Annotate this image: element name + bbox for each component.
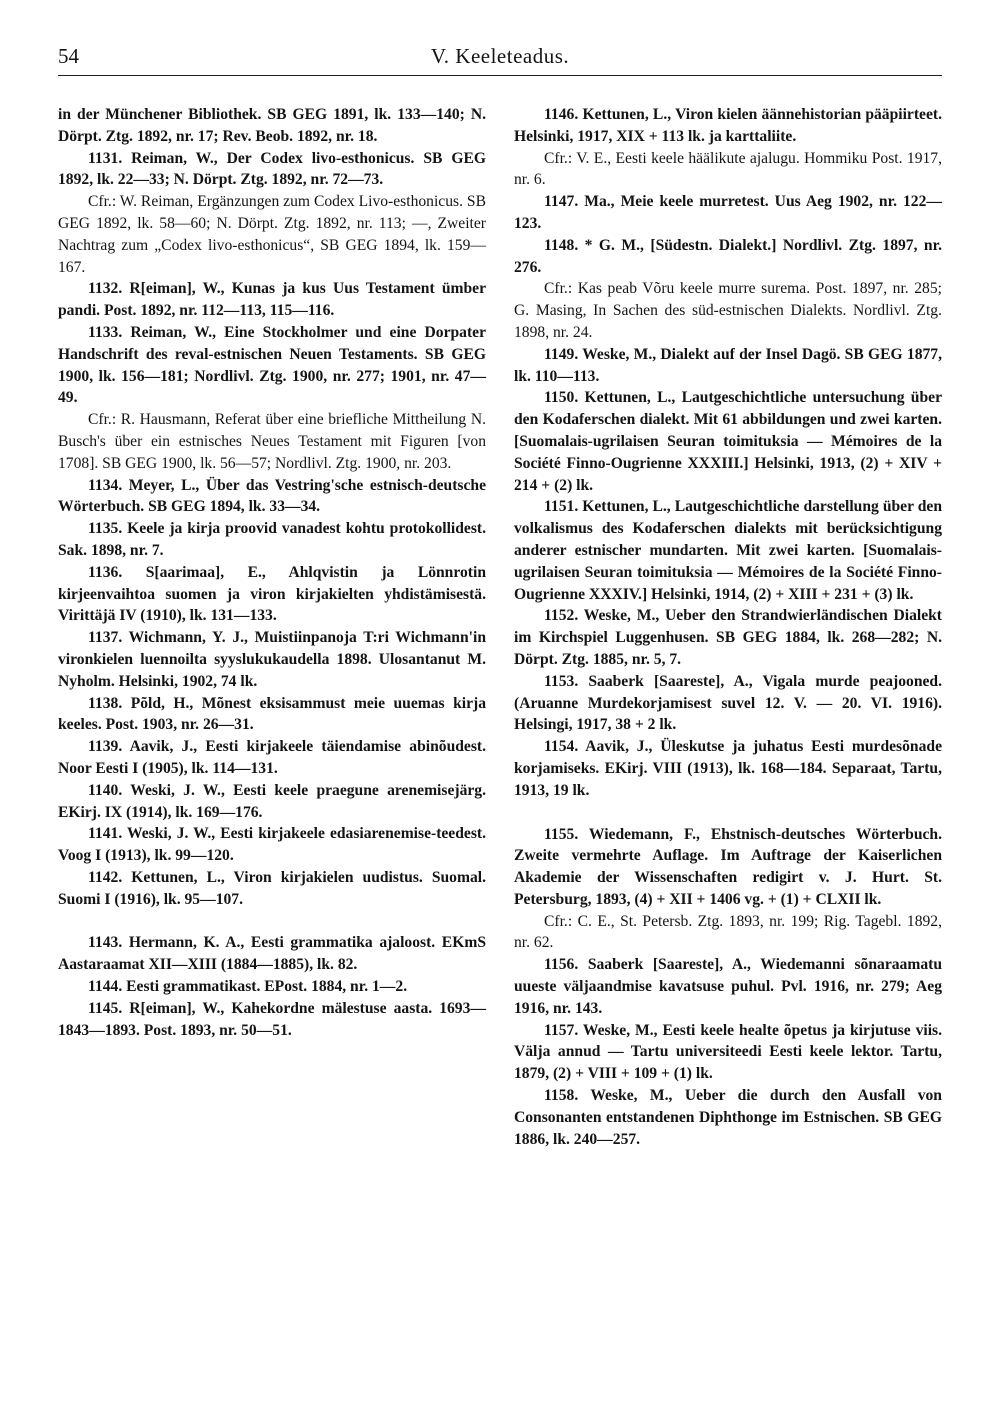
section-gap <box>514 802 942 824</box>
bibliography-entry: 1140. Weski, J. W., Eesti keele praegune arenemisejärg. EKirj. IX (1914), lk. 169—176. <box>58 781 486 821</box>
bibliography-entry: 1151. Kettunen, L., Lautgeschichtliche darstellung über den volkalismus des Kodaferschen dialekts mit berücksichtigung anderer estnischer mundarten. Mit zwei karten. [Suomalais-ugrilaisen Seuran toimituksia — Mémoires de la Société Finno-Ougrienne XXXIV.] Helsinki, 1914, (2) + XIII + 231 + (3) lk. <box>514 498 942 603</box>
header-rule <box>58 75 942 76</box>
cross-reference: Cfr.: C. E., St. Petersb. Ztg. 1893, nr. 199; Rig. Tagebl. 1892, nr. 62. <box>514 912 942 952</box>
bibliography-entry: 1157. Weske, M., Eesti keele healte õpetus ja kirjutuse viis. Välja annud — Tartu universiteedi Eesti keele lektor. Tartu, 1879, (2) + VIII + 109 + (1) lk. <box>514 1021 942 1083</box>
bibliography-entry: 1153. Saaberk [Saareste], A., Vigala murde peajooned. (Aruanne Murdekorjamisest suvel 12. V. — 20. VI. 1916). Helsingi, 1917, 38 + 2 lk. <box>514 672 942 734</box>
cross-reference: Cfr.: W. Reiman, Ergänzungen zum Codex Livo-esthonicus. SB GEG 1892, lk. 58—60; N. Dörpt. Ztg. 1892, nr. 113; —, Zweiter Nachtrag zum „Codex livo-esthonicus“, SB GEG 1894, lk. 159—167. <box>58 193 486 276</box>
bibliography-entry: 1136. S[aarimaa], E., Ahlqvistin ja Lönnrotin kirjeenvaihtoa suomen ja viron kirjakielten yhdistämisestä. Virittäjä IV (1910), lk. 131—133. <box>58 563 486 625</box>
bibliography-entry: 1156. Saaberk [Saareste], A., Wiedemanni sõnaraamatu uueste väljaandmise kavatsuse puhul. Pvl. 1916, nr. 279; Aeg 1916, nr. 143. <box>514 956 942 1017</box>
bibliography-entry: 1154. Aavik, J., Üleskutse ja juhatus Eesti murdesõnade korjamiseks. EKirj. VIII (1913), lk. 168—184. Separaat, Tartu, 1913, 19 lk. <box>514 738 942 799</box>
page-number: 54 <box>58 44 79 68</box>
bibliography-entry: 1149. Weske, M., Dialekt auf der Insel Dagö. SB GEG 1877, lk. 110—113. <box>514 345 942 385</box>
bibliography-entry: 1155. Wiedemann, F., Ehstnisch-deutsches Wörterbuch. Zweite vermehrte Auflage. Im Auftrage der Kaiserlichen Akademie der Wissenschaften redigirt v. J. Hurt. St. Petersburg, 1893, (4) + XII + 1406 vg. + (1) + CLXII lk. <box>514 825 942 908</box>
bibliography-entry: 1147. Ma., Meie keele murretest. Uus Aeg 1902, nr. 122—123. <box>514 193 942 232</box>
cross-reference: Cfr.: Kas peab Võru keele murre surema. Post. 1897, nr. 285; G. Masing, In Sachen des süd-estnischen Dialekts. Nordlivl. Ztg. 1898, nr. 24. <box>514 280 942 341</box>
cross-reference: Cfr.: V. E., Eesti keele häälikute ajalugu. Hommiku Post. 1917, nr. 6. <box>514 149 942 189</box>
cross-reference: Cfr.: R. Hausmann, Referat über eine briefliche Mittheilung N. Busch's über ein estnisches Neues Testament mit Figuren [von 1708]. SB GEG 1900, lk. 56—57; Nordlivl. Ztg. 1900, nr. 203. <box>58 411 486 472</box>
bibliography-entry: 1139. Aavik, J., Eesti kirjakeele täiendamise abinõudest. Noor Eesti I (1905), lk. 114—131. <box>58 738 486 777</box>
bibliography-entry: 1134. Meyer, L., Über das Vestring'sche estnisch-deutsche Wörterbuch. SB GEG 1894, lk. 33—34. <box>58 476 486 516</box>
bibliography-entry: 1133. Reiman, W., Eine Stockholmer und eine Dorpater Handschrift des reval-estnischen Neuen Testaments. SB GEG 1900, lk. 156—181; Nordlivl. Ztg. 1900, nr. 277; 1901, nr. 47—49. <box>58 323 486 407</box>
bibliography-entry: 1137. Wichmann, Y. J., Muistiinpanoja T:ri Wichmann'in vironkielen luennoilta syyslukukaudella 1898. Ulosantanut M. Nyholm. Helsinki, 1902, 74 lk. <box>58 629 486 690</box>
bibliography-entry: 1146. Kettunen, L., Viron kielen äännehistorian pääpiirteet. Helsinki, 1917, XIX + 113 lk. ja karttaliite. <box>514 106 942 145</box>
bibliography-entry: 1141. Weski, J. W., Eesti kirjakeele edasiarenemise-teedest. Voog I (1913), lk. 99—120. <box>58 825 486 865</box>
bibliography-entry: 1150. Kettunen, L., Lautgeschichtliche untersuchung über den Kodaferschen dialekt. Mit 61 abbildungen und zwei karten. [Suomalais-ugrilaisen Seuran toimituksia — Mémoires de la Société Finno-Ougrienne XXXIII.] Helsinki, 1913, (2) + XIV + 214 + (2) lk. <box>514 389 942 494</box>
bibliography-entry: 1132. R[eiman], W., Kunas ja kus Uus Testament ümber pandi. Post. 1892, nr. 112—113, 115—116. <box>58 280 486 320</box>
running-head: V. Keeleteadus. <box>430 44 570 68</box>
bibliography-entry: 1138. Põld, H., Mõnest eksisammust meie uuemas kirja keeles. Post. 1903, nr. 26—31. <box>58 694 486 734</box>
bibliography-entry: 1152. Weske, M., Ueber den Strandwierländischen Dialekt im Kirchspiel Luggenhusen. SB GEG 1884, lk. 268—282; N. Dörpt. Ztg. 1885, nr. 5, 7. <box>514 607 942 668</box>
right-column <box>514 104 942 1150</box>
bibliography-entry: 1142. Kettunen, L., Viron kirjakielen uudistus. Suomal. Suomi I (1916), lk. 95—107. <box>58 868 486 908</box>
bibliography-entry: 1135. Keele ja kirja proovid vanadest kohtu protokollidest. Sak. 1898, nr. 7. <box>58 520 486 559</box>
section-gap <box>58 910 486 932</box>
bibliography-entry: 1148. * G. M., [Südestn. Dialekt.] Nordlivl. Ztg. 1897, nr. 276. <box>514 236 942 276</box>
bibliography-entry: 1158. Weske, M., Ueber die durch den Ausfall von Consonanten entstandenen Diphthonge im Estnischen. SB GEG 1886, lk. 240—257. <box>514 1087 942 1148</box>
left-column <box>58 104 486 1041</box>
bibliography-entry: 1143. Hermann, K. A., Eesti grammatika ajaloost. EKmS Aastaraamat XII—XIII (1884—1885), lk. 82. <box>58 934 486 974</box>
bibliography-entry: 1145. R[eiman], W., Kahekordne mälestuse aasta. 1693—1843—1893. Post. 1893, nr. 50—51. <box>58 999 486 1039</box>
entry-continuation: in der Münchener Bibliothek. SB GEG 1891, lk. 133—140; N. Dörpt. Ztg. 1892, nr. 17; Rev. Beob. 1892, nr. 18. <box>58 106 486 145</box>
bibliography-entry: 1131. Reiman, W., Der Codex livo-esthonicus. SB GEG 1892, lk. 22—33; N. Dörpt. Ztg. 1892, nr. 72—73. <box>58 149 486 189</box>
bibliography-entry: 1144. Eesti grammatikast. EPost. 1884, nr. 1—2. <box>88 978 408 996</box>
